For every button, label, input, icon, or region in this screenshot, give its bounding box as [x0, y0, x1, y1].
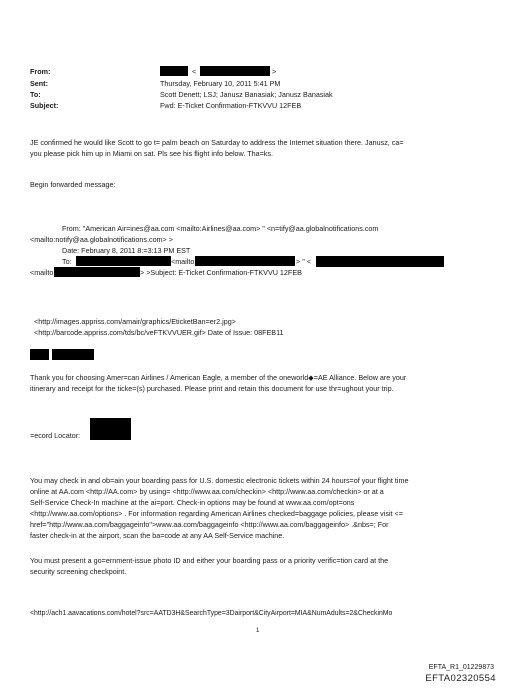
- redaction-from-name: [160, 66, 188, 76]
- redaction-fwd-to-name: [76, 256, 171, 266]
- redaction-passenger-2: [52, 349, 94, 360]
- photo-id-line-2: security screening checkpoint.: [30, 567, 127, 576]
- thanks-line-2: itinerary and receipt for the ticke=(s) purchased. Please print and retain this document for use thr=ughout your trip.: [30, 384, 394, 393]
- barcode-url: <http://barcode.appriss.com/tds/bc/veFTKVVUER.gif> Date of Issue: 08FEB11: [34, 328, 284, 337]
- fwd-subject: > >Subject: E-Ticket Confirmation-FTKVVU 12FEB: [140, 268, 302, 277]
- photo-id-line-1: You must present a go=ernment-issue photo ID and either your boarding pass or a priority verific=tion card at the: [30, 556, 389, 565]
- record-locator-label: =ecord Locator:: [30, 431, 81, 440]
- efta-reference-small: EFTA_R1_01229873: [428, 664, 494, 671]
- fwd-from-line-1: From: "American Air=ines@aa.com <mailto:Airlines@aa.com> " <n=tify@aa.globalnotifications.com: [62, 224, 379, 233]
- fwd-to-suffix: > " <: [296, 257, 311, 266]
- redaction-fwd-to-email-2: [316, 256, 444, 267]
- thanks-line-1: Thank you for choosing Amer=can Airlines / American Eagle, a member of the oneworld◆=AE Alliance. Below are your: [30, 373, 407, 382]
- checkin-line-3: Self-Service Check-In machine at the ai=port. Check-in options may be found at www.aa.com/opt=ons: [30, 498, 355, 507]
- to-value: Scott Denett; LSJ; Janusz Banasiak; Janusz Banasiak: [160, 90, 333, 99]
- fwd-to-mailto: <mailto: [171, 257, 195, 266]
- redaction-fwd-to-email: [195, 256, 295, 266]
- efta-reference-large: EFTA02320554: [425, 673, 496, 684]
- checkin-line-6: faster check-in at the airport, scan the ba=code at any AA Self-Service machine.: [30, 531, 285, 540]
- intro-line-1: JE confirmed he would like Scott to go t= palm beach on Saturday to address the Internet situation there. Janusz, ca=: [30, 138, 404, 147]
- page-number: 1: [256, 628, 260, 634]
- redaction-from-email: [200, 66, 270, 76]
- checkin-line-1: You may check in and ob=ain your boarding pass for U.S. domestic electronic tickets within 24 hours=of your flight time: [30, 476, 409, 485]
- checkin-line-2: online at AA.com <http://AA.com> by using= <http://www.aa.com/checkin> <http://www.aa.com/checkin> or at a: [30, 487, 384, 496]
- redaction-passenger-1: [30, 349, 49, 360]
- fwd-mailto-2: <mailto: [30, 268, 54, 277]
- sent-label: Sent:: [30, 79, 48, 88]
- from-value-open: <: [192, 67, 197, 76]
- fwd-from-line-2: <mailto:notify@aa.globalnotifications.com> >: [30, 235, 173, 244]
- begin-forwarded: Begin forwarded message:: [30, 180, 116, 189]
- from-label: From:: [30, 67, 51, 76]
- subject-label: Subject:: [30, 101, 59, 110]
- redaction-record-locator: [90, 418, 131, 440]
- to-label: To:: [30, 90, 41, 99]
- banner-url: <http://images.appriss.com/amair/graphics/EticketBan=er2.jpg>: [34, 317, 236, 326]
- fwd-to-prefix: To:: [62, 257, 72, 266]
- sent-value: Thursday, February 10, 2011 5:41 PM: [160, 79, 281, 88]
- checkin-line-5: href="http://www.aa.com/baggageinfo">www.aa.com/baggageinfo <http://www.aa.com/baggageinfo> .&nbs=; For: [30, 520, 389, 529]
- from-value-close: >: [272, 67, 277, 76]
- subject-value: Fwd: E-Ticket Confirmation-FTKVVU 12FEB: [160, 101, 302, 110]
- intro-line-2: you please pick him up in Miami on sat. Pls see his flight info below. Tha=ks.: [30, 149, 273, 158]
- fwd-date: Date: February 8, 2011 8:=3:13 PM EST: [62, 246, 191, 255]
- hotel-url: <http://ach1.aavacations.com/hotel?src=AATD3H&SearchType=3Dairport&CityAirport=MIA&NumAdults=2&CheckinMo: [30, 610, 393, 617]
- redaction-fwd-mailto-2: [54, 267, 140, 277]
- checkin-line-4: <http://www.aa.com/options> . For information regarding American Airlines checked=baggage policies, please visit <=: [30, 509, 403, 518]
